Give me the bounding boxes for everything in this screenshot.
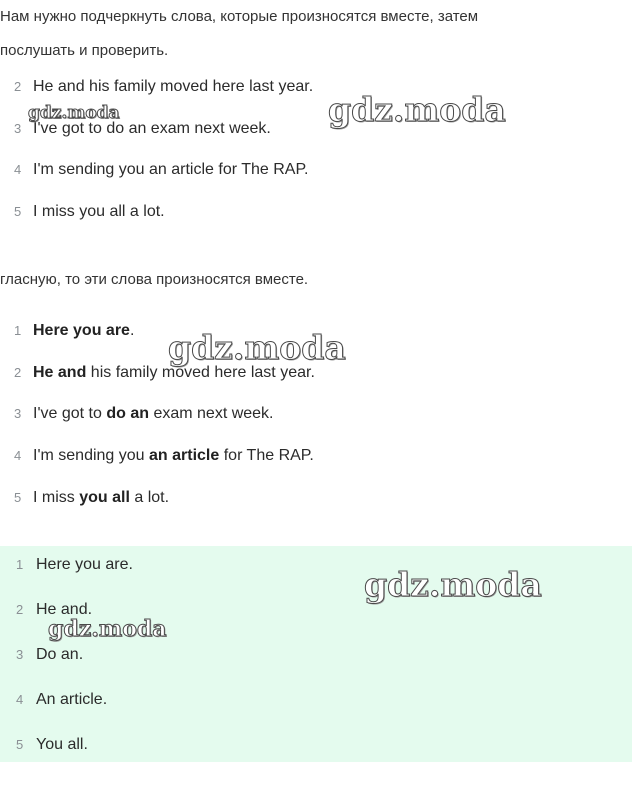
item-number: 4: [14, 162, 22, 177]
watermark: gdz.moda: [364, 565, 542, 604]
text-before: I'm sending you: [33, 447, 150, 465]
item-text: [33, 364, 315, 382]
list-item: [0, 322, 315, 364]
list-item: [0, 556, 133, 601]
watermark: gdz.moda: [168, 328, 346, 367]
item-text: [33, 447, 314, 465]
list-item: [0, 78, 313, 120]
item-number: 2: [16, 602, 24, 617]
list-item: [0, 161, 313, 203]
list-item: [0, 601, 133, 646]
text-after: his family moved here last year.: [86, 363, 315, 381]
highlighted-sentence-list: [0, 322, 315, 530]
text-before: I've got to: [33, 405, 107, 423]
intro-line-1: Нам нужно подчеркнуть слова, которые произносятся вместе, затем: [0, 8, 479, 25]
item-number: 2: [14, 79, 22, 94]
item-text: I'm sending you an article for The RAP.: [33, 161, 309, 178]
item-text: Here you are.: [36, 556, 133, 573]
item-text: An article.: [36, 691, 108, 708]
item-text: Do an.: [36, 646, 84, 663]
text-after: .: [129, 322, 135, 339]
item-text: [33, 489, 169, 507]
item-text: I miss you all a lot.: [33, 202, 165, 220]
item-number: 3: [16, 647, 24, 662]
item-number: 5: [14, 203, 22, 219]
answer-box: [0, 546, 632, 762]
sentence-list: [0, 78, 313, 244]
watermark: gdz.moda: [328, 90, 506, 129]
intro-text: [0, 0, 620, 68]
list-item: [0, 405, 315, 447]
item-number: 3: [14, 406, 22, 422]
item-text: I've got to do an exam next week.: [33, 119, 271, 137]
intro-line-2: послушать и проверить.: [0, 42, 169, 59]
linked-words: He and: [33, 363, 87, 381]
watermark: gdz.moda: [28, 103, 120, 123]
item-text: [33, 405, 274, 423]
item-text: He and his family moved here last year.: [33, 78, 314, 95]
linked-words: you all: [79, 488, 130, 506]
item-number: 1: [16, 557, 24, 572]
list-item: [0, 489, 315, 531]
list-item: [0, 120, 313, 162]
item-number: 2: [14, 364, 22, 380]
list-item: [0, 364, 315, 406]
item-number: 5: [14, 489, 22, 505]
list-item: [0, 691, 133, 736]
list-item: [0, 447, 315, 489]
rule-text: гласную, то эти слова произносятся вместе.: [0, 271, 309, 288]
text-after: exam next week.: [149, 405, 274, 423]
text-after: a lot.: [129, 488, 170, 506]
item-text: You all.: [36, 736, 88, 753]
item-number: 5: [16, 737, 24, 752]
linked-words: Here you are: [33, 322, 130, 339]
watermark: gdz.moda: [48, 616, 167, 642]
linked-words: do an: [106, 405, 149, 423]
item-number: 3: [14, 120, 22, 136]
list-item: [0, 646, 133, 691]
item-number: 4: [14, 448, 22, 464]
item-number: 1: [14, 323, 22, 338]
list-item: [0, 736, 133, 781]
item-text: [33, 322, 134, 340]
text-before: I miss: [33, 488, 80, 506]
item-number: 4: [16, 692, 24, 707]
list-item: [0, 203, 313, 245]
text-after: for The RAP.: [219, 447, 314, 465]
item-text: He and.: [36, 601, 93, 618]
linked-words: an article: [149, 447, 220, 465]
answer-list: [0, 556, 133, 781]
